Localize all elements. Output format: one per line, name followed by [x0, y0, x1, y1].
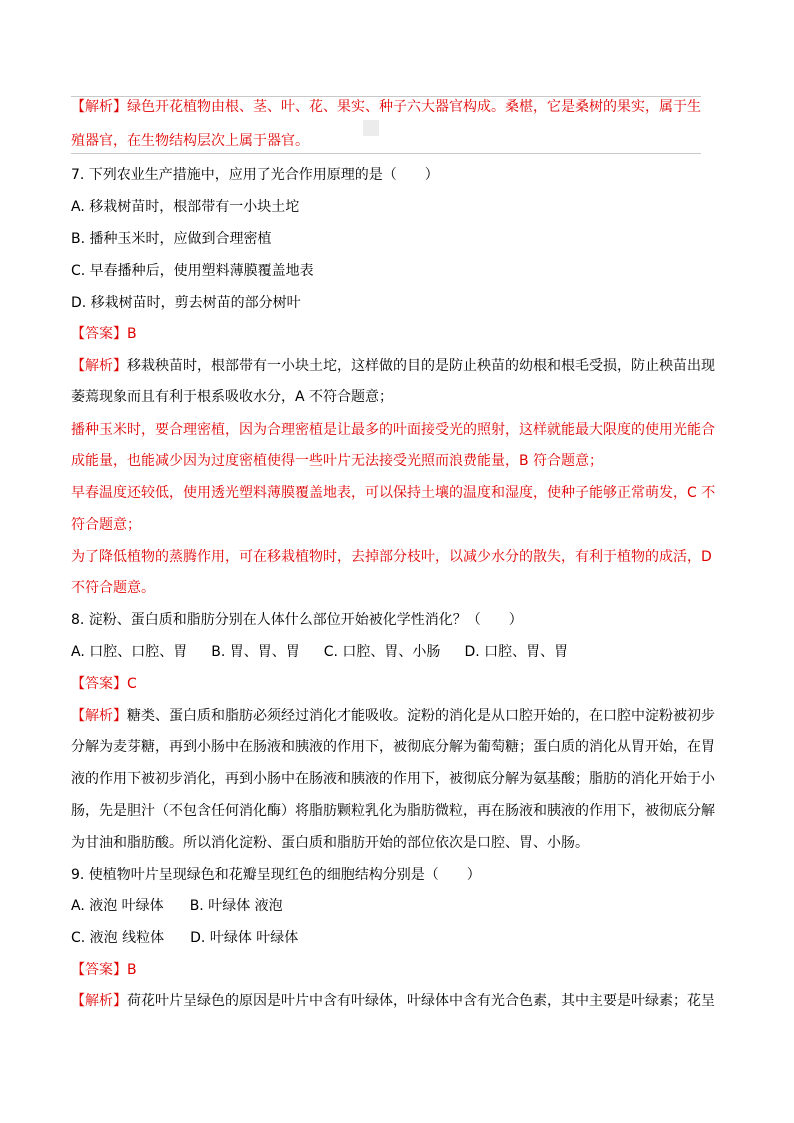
q9-option-b: B. 叶绿体 液泡: [189, 898, 283, 914]
q8-options: [71, 642, 568, 662]
question-8: 8. 淀粉、蛋白质和脂肪分别在人体什么部位开始被化学性消化？（ ）: [71, 612, 523, 628]
q9-options-row-2: [71, 928, 298, 948]
q9-option-a: A. 液泡 叶绿体: [71, 898, 164, 914]
q7-option-d: D. 移栽树苗时，剪去树苗的部分树叶: [71, 295, 301, 311]
q9-answer: [71, 960, 137, 980]
answer-tag: 【答案】: [71, 326, 127, 342]
q7-analysis-line-3: 播种玉米时，要合理密植，因为合理密植是让最多的叶面接受光的照射，这样就能最大限度的使用光能合: [71, 422, 715, 438]
analysis-tag: 【解析】: [71, 358, 127, 374]
q9-analysis-line-1: [71, 991, 715, 1011]
q8-analysis-line-5: 为甘油和脂肪酸。所以消化淀粉、蛋白质和脂肪开始的部位依次是口腔、胃、小肠。: [71, 835, 589, 851]
watermark-mark: [363, 120, 379, 136]
q8-answer-value: C: [127, 676, 137, 692]
q7-option-c: C. 早春播种后，使用塑料薄膜覆盖地表: [71, 263, 314, 279]
answer-tag: 【答案】: [71, 676, 127, 692]
q8-analysis-line-2: 分解为麦芽糖，再到小肠中在肠液和胰液的作用下，被彻底分解为葡萄糖；蛋白质的消化从胃开始，在胃: [71, 739, 715, 755]
question-9: 9. 使植物叶片呈现绿色和花瓣呈现红色的细胞结构分别是（ ）: [71, 867, 481, 883]
answer-tag: 【答案】: [71, 962, 127, 978]
q7-analysis-text-1: 移栽秧苗时，根部带有一小块土坨，这样做的目的是防止秧苗的幼根和根毛受损，防止秧苗出现: [127, 358, 715, 374]
q8-option-c: C. 口腔、胃、小肠: [323, 644, 441, 660]
q9-answer-value: B: [127, 962, 137, 978]
analysis-tag: 【解析】: [71, 708, 127, 724]
q7-analysis-line-7: 为了降低植物的蒸腾作用，可在移栽植物时，去掉部分枝叶，以减少水分的散失，有利于植物的成活，D: [71, 549, 712, 565]
q8-analysis-line-1: [71, 706, 715, 726]
prev-analysis-text-1: 绿色开花植物由根、茎、叶、花、果实、种子六大器官构成。桑椹，它是桑树的果实，属于生: [127, 99, 701, 115]
q9-option-c: C. 液泡 线粒体: [71, 930, 165, 946]
q7-analysis-text-2: 萎蔫现象而且有利于根系吸收水分，A 不符合题意；: [71, 389, 394, 405]
q9-analysis-text-1: 荷花叶片呈绿色的原因是叶片中含有叶绿体，叶绿体中含有光合色素，其中主要是叶绿素；花呈: [127, 993, 715, 1009]
analysis-tag: 【解析】: [71, 993, 127, 1009]
q8-analysis-text-1: 糖类、蛋白质和脂肪必须经过消化才能吸收。淀粉的消化是从口腔开始的，在口腔中淀粉被初步: [127, 708, 715, 724]
q7-option-b: B. 播种玉米时，应做到合理密植: [71, 231, 272, 247]
q7-analysis-line-2: [71, 387, 393, 407]
q8-option-a: A. 口腔、口腔、胃: [71, 644, 188, 660]
q7-answer-value: B: [127, 326, 137, 342]
q7-option-a: A. 移栽树苗时，根部带有一小块土坨: [71, 199, 300, 215]
q8-option-b: B. 胃、胃、胃: [211, 644, 300, 660]
q8-option-d: D. 口腔、胃、胃: [464, 644, 569, 660]
q7-analysis-line-4: 成能量，也能减少因为过度密植使得一些叶片无法接受光照而浪费能量，B 符合题意；: [71, 453, 604, 469]
bottom-divider: [71, 153, 701, 154]
q7-analysis-line-1: [71, 356, 715, 376]
question-7: 7. 下列农业生产措施中，应用了光合作用原理的是（ ）: [71, 167, 439, 183]
prev-analysis-line-1: [71, 97, 701, 117]
q9-option-d: D. 叶绿体 叶绿体: [190, 930, 299, 946]
q7-answer: [71, 324, 137, 344]
q8-answer: [71, 674, 137, 694]
q9-options-row-1: [71, 896, 283, 916]
prev-analysis-line-2: 殖器官，在生物结构层次上属于器官。: [71, 133, 309, 149]
q7-analysis-line-6: 符合题意；: [71, 517, 141, 533]
q8-analysis-line-3: 液的作用下被初步消化，再到小肠中在肠液和胰液的作用下，被彻底分解为氨基酸；脂肪的消化开始于小: [71, 771, 715, 787]
q8-analysis-line-4: 肠，先是胆汁（不包含任何消化酶）将脂肪颗粒乳化为脂肪微粒，再在肠液和胰液的作用下，被彻底分解: [71, 803, 715, 819]
q7-analysis-line-5: 早春温度还较低，使用透光塑料薄膜覆盖地表，可以保持土壤的温度和湿度，使种子能够正常萌发，C 不: [71, 485, 716, 501]
analysis-tag: 【解析】: [71, 99, 127, 115]
q7-analysis-line-8: 不符合题意。: [71, 580, 155, 596]
